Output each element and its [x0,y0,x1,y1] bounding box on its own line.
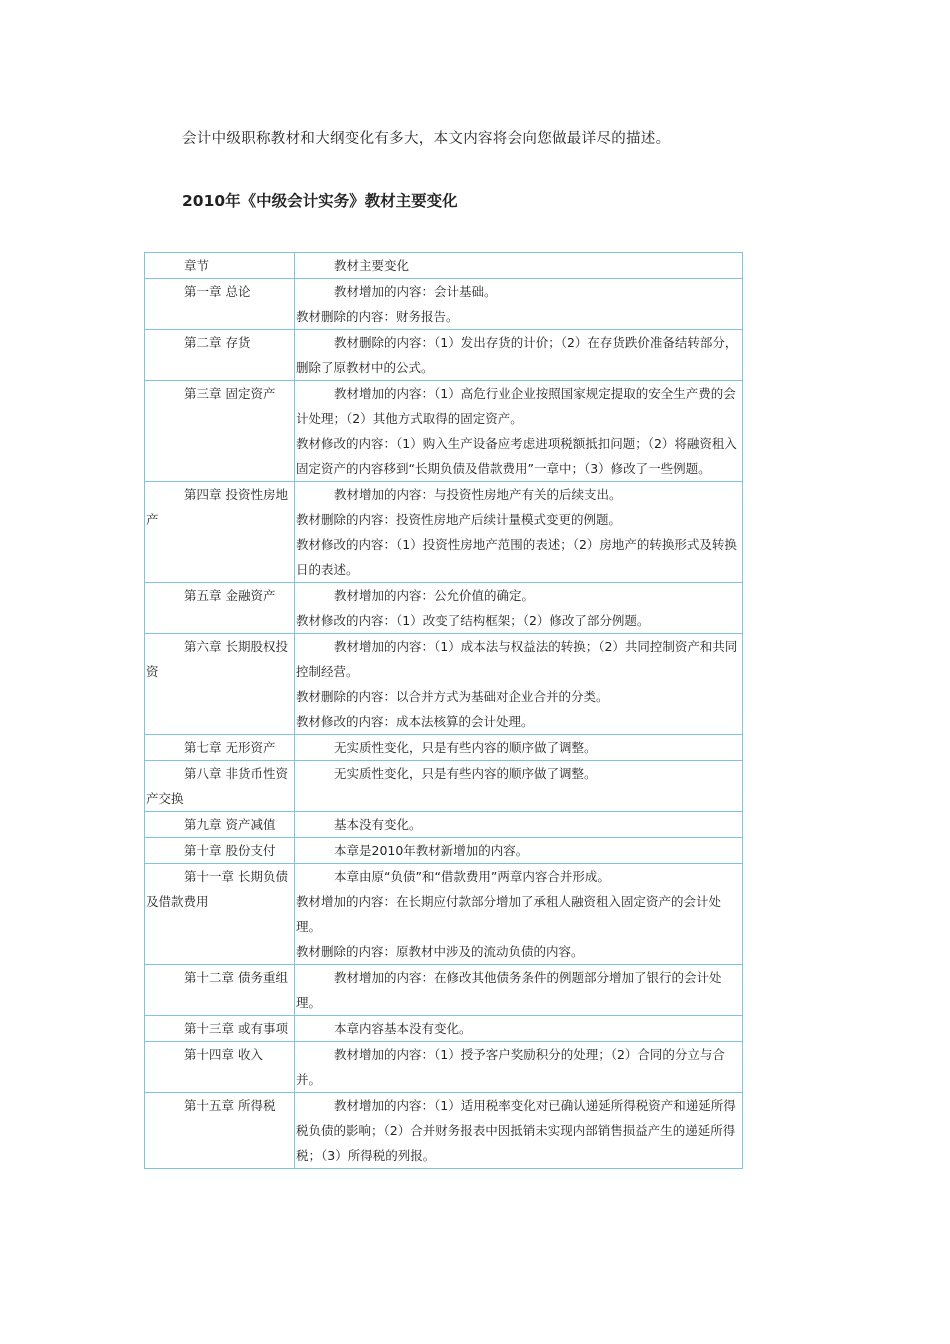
change-line [296,532,741,582]
change-line [296,838,741,863]
table-row [145,735,743,761]
change-line [296,431,741,481]
chapter-cell [145,1016,295,1042]
table-row [145,279,743,330]
change-text: 教材增加的内容：（1）高危行业企业按照国家规定提取的安全生产费的会计处理；（2）其他方式取得的固定资产。 [296,386,736,426]
change-cell [295,482,743,583]
change-text: 教材修改的内容：（1）购入生产设备应考虑进项税额抵扣问题；（2）将融资租入固定资产的内容移到“长期负债及借款费用”一章中；（3）修改了一些例题。 [296,436,737,476]
chapter-label: 第十四章 收入 [184,1047,263,1062]
table-row [145,1042,743,1093]
table-row [145,761,743,812]
change-line [296,583,741,608]
table-row [145,634,743,735]
change-line [296,709,741,734]
chapter-label: 第八章 非货币性资产交换 [146,766,288,806]
chapter-cell [145,735,295,761]
chapter-cell [145,330,295,381]
table-row [145,330,743,381]
change-cell [295,735,743,761]
change-line [296,889,741,939]
change-line [296,381,741,431]
change-text: 无实质性变化，只是有些内容的顺序做了调整。 [334,766,597,781]
change-text: 教材修改的内容：（1）改变了结构框架；（2）修改了部分例题。 [296,613,650,628]
chapter-label: 第十三章 或有事项 [184,1021,288,1036]
change-text: 教材增加的内容：在修改其他债务条件的例题部分增加了银行的会计处理。 [296,970,722,1010]
change-line [296,608,741,633]
chapter-cell [145,634,295,735]
chapter-cell [145,761,295,812]
change-line [296,634,741,684]
change-cell [295,583,743,634]
change-text: 教材删除的内容：（1）发出存货的计价；（2）在存货跌价准备结转部分，删除了原教材中的公式。 [296,335,738,375]
chapter-label: 第十一章 长期负债及借款费用 [146,869,288,909]
change-line [296,965,741,1015]
chapter-cell [145,583,295,634]
change-cell [295,381,743,482]
change-line [296,939,741,964]
change-cell [295,634,743,735]
table-header-row [145,253,743,279]
change-line [296,735,741,760]
table-row [145,482,743,583]
change-line [296,684,741,709]
change-cell [295,330,743,381]
change-line [296,1042,741,1092]
change-cell [295,1042,743,1093]
change-line [296,1093,741,1168]
change-cell [295,1093,743,1169]
change-cell [295,812,743,838]
chapter-cell [145,1093,295,1169]
change-line [296,279,741,304]
change-text: 无实质性变化，只是有些内容的顺序做了调整。 [334,740,597,755]
change-cell [295,279,743,330]
changes-table [144,252,743,1169]
chapter-cell [145,482,295,583]
section-heading: 2010年《中级会计实务》教材主要变化 [182,192,458,210]
chapter-label: 第五章 金融资产 [184,588,276,603]
change-cell [295,864,743,965]
chapter-label: 第四章 投资性房地产 [146,487,288,527]
chapter-label: 第十五章 所得税 [184,1098,276,1113]
table-row [145,1016,743,1042]
table-row [145,812,743,838]
change-text: 教材增加的内容：与投资性房地产有关的后续支出。 [334,487,622,502]
table-row [145,583,743,634]
change-line [296,507,741,532]
change-text: 基本没有变化。 [334,817,422,832]
change-text: 本章由原“负债”和“借款费用”两章内容合并形成。 [334,869,610,884]
change-text: 教材修改的内容：成本法核算的会计处理。 [296,714,534,729]
chapter-cell [145,812,295,838]
header-chapter-cell [145,253,295,279]
header-chapter-label: 章节 [184,258,210,273]
change-line [296,330,741,380]
change-cell [295,1016,743,1042]
change-line [296,864,741,889]
chapter-cell [145,864,295,965]
table-row [145,864,743,965]
chapter-label: 第三章 固定资产 [184,386,276,401]
change-cell [295,761,743,812]
change-line [296,482,741,507]
change-text: 教材增加的内容：在长期应付款部分增加了承租人融资租入固定资产的会计处理。 [296,894,722,934]
change-line [296,1016,741,1041]
change-line [296,761,741,786]
change-text: 教材删除的内容：以合并方式为基础对企业合并的分类。 [296,689,609,704]
change-text: 教材增加的内容：（1）适用税率变化对已确认递延所得税资产和递延所得税负债的影响；（2）合并财务报表中因抵销未实现内部销售损益产生的递延所得税；（3）所得税的列报。 [296,1098,736,1163]
chapter-label: 第六章 长期股权投资 [146,639,288,679]
table-row [145,838,743,864]
change-text: 教材增加的内容：会计基础。 [334,284,497,299]
header-change-label: 教材主要变化 [334,258,410,273]
chapter-cell [145,279,295,330]
chapter-label: 第九章 资产减值 [184,817,276,832]
chapter-label: 第七章 无形资产 [184,740,276,755]
table-row [145,381,743,482]
chapter-label: 第十章 股份支付 [184,843,276,858]
change-text: 本章内容基本没有变化。 [334,1021,472,1036]
change-line [296,304,741,329]
change-text: 教材增加的内容：（1）成本法与权益法的转换；（2）共同控制资产和共同控制经营。 [296,639,738,679]
intro-text: 会计中级职称教材和大纲变化有多大，本文内容将会向您做最详尽的描述。 [182,131,671,147]
change-text: 教材删除的内容：原教材中涉及的流动负债的内容。 [296,944,584,959]
change-cell [295,838,743,864]
change-text: 本章是2010年教材新增加的内容。 [334,843,529,858]
change-cell [295,965,743,1016]
change-text: 教材增加的内容：公允价值的确定。 [334,588,535,603]
table-row [145,1093,743,1169]
change-text: 教材删除的内容：财务报告。 [296,309,459,324]
change-text: 教材修改的内容：（1）投资性房地产范围的表述；（2）房地产的转换形式及转换日的表述。 [296,537,737,577]
chapter-label: 第二章 存货 [184,335,251,350]
table-row [145,965,743,1016]
chapter-cell [145,1042,295,1093]
header-change-cell [295,253,743,279]
change-text: 教材删除的内容：投资性房地产后续计量模式变更的例题。 [296,512,622,527]
chapter-cell [145,965,295,1016]
chapter-cell [145,838,295,864]
change-line [296,812,741,837]
chapter-cell [145,381,295,482]
chapter-label: 第一章 总论 [184,284,251,299]
change-text: 教材增加的内容：（1）授予客户奖励积分的处理；（2）合同的分立与合并。 [296,1047,725,1087]
chapter-label: 第十二章 债务重组 [184,970,288,985]
